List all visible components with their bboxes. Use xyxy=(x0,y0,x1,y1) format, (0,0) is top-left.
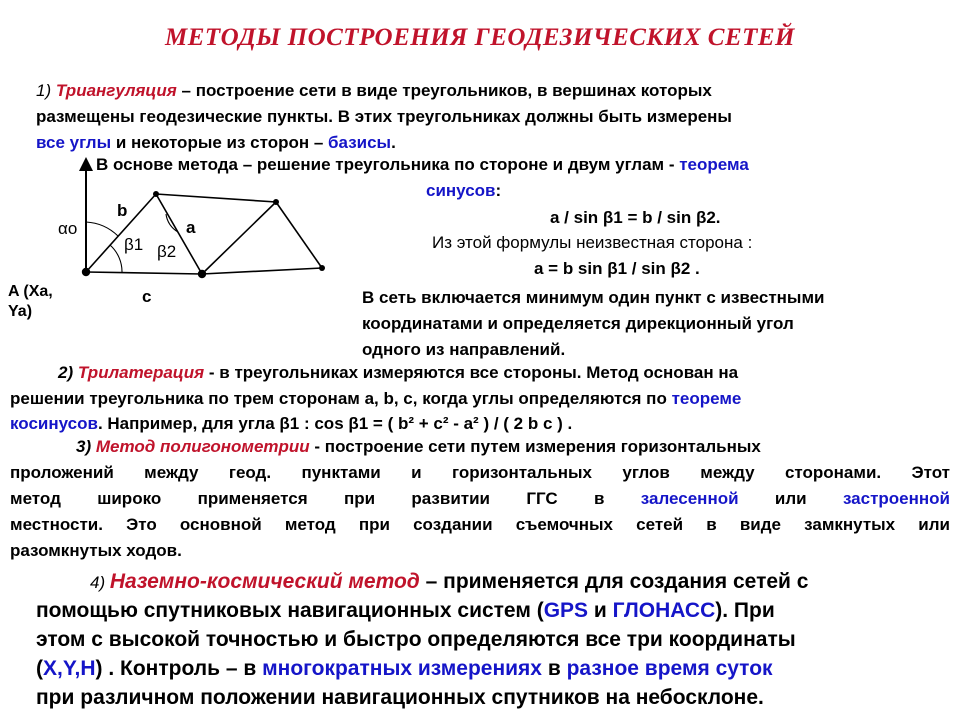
s4-text-5: при различном положении навигационных спутников на небосклоне. xyxy=(36,686,764,709)
s1-note-2: координатами и определяется дирекционный угол xyxy=(362,314,794,333)
s1-bases: базисы xyxy=(328,133,392,152)
formula-side-a: a = b sin β1 / sin β2 . xyxy=(534,259,700,278)
s4-body xyxy=(36,596,946,712)
s2-name: Трилатерация xyxy=(77,363,205,382)
s4-number: 4) xyxy=(90,573,110,592)
s4-and: и xyxy=(588,599,613,622)
s1-text-3: и некоторые из сторон – xyxy=(111,133,329,152)
s2-text-1: - в треугольниках измеряются все стороны. Метод основан на xyxy=(204,363,739,382)
diagram-alpha: αo xyxy=(58,219,78,238)
page-title: МЕТОДЫ ПОСТРОЕНИЯ ГЕОДЕЗИЧЕСКИХ СЕТЕЙ xyxy=(164,24,796,51)
s4-text-4a: ( xyxy=(36,657,43,680)
s1-all-angles: все углы xyxy=(36,133,112,152)
s1-note-1: В сеть включается минимум один пункт с известными xyxy=(362,288,825,307)
s1-name: Триангуляция xyxy=(55,81,177,100)
s3-body xyxy=(10,460,950,564)
line-top xyxy=(156,194,276,202)
s3-line-3 xyxy=(10,486,950,512)
s4-text-2: помощью спутниковых навигационных систем ( xyxy=(36,599,544,622)
s3-or: или xyxy=(738,489,843,508)
s4-line-2 xyxy=(36,596,946,625)
diagram-beta1: β1 xyxy=(124,235,144,254)
s4-text-1: – применяется для создания сетей с xyxy=(419,570,809,593)
s1-text-4: . xyxy=(391,133,396,152)
s4-different-time: разное время суток xyxy=(566,657,773,680)
formula-cosines: . Например, для угла β1 : cos β1 = ( b² + c² - a² ) / ( 2 b c ) . xyxy=(97,414,573,433)
s1-sines-line xyxy=(426,178,501,204)
s1-theorem: теорема xyxy=(679,155,749,174)
s1-line-1 xyxy=(36,78,926,104)
s2-number: 2) xyxy=(58,363,78,382)
s1-number: 1) xyxy=(36,81,56,100)
diagram-label-c: c xyxy=(142,287,152,306)
s1-unknown-side: Из этой формулы неизвестная сторона : xyxy=(432,233,753,252)
point-a xyxy=(82,268,90,276)
s3-built-up: застроенной xyxy=(842,489,950,508)
s1-note xyxy=(362,285,824,363)
section-triangulation xyxy=(36,78,926,156)
line-diagonal xyxy=(202,202,276,274)
s3-text-5: разомкнутых ходов. xyxy=(10,541,182,560)
arc-alpha xyxy=(86,222,118,236)
s2-line-2 xyxy=(10,386,741,412)
point-a-line-1: A (Xa, xyxy=(8,283,53,300)
s3-forested: залесенной xyxy=(640,489,739,508)
line-side-c xyxy=(86,272,202,274)
line-bottom xyxy=(202,268,322,274)
s3-text-1: - построение сети путем измерения горизонтальных xyxy=(309,437,761,456)
s4-line-4 xyxy=(36,654,946,683)
s3-number: 3) xyxy=(76,437,96,456)
diagram-label-b: b xyxy=(117,201,128,220)
s1-text-2: размещены геодезические пункты. В этих треугольниках должны быть измерены xyxy=(36,107,732,126)
s3-text-3: метод широко применяется при развитии ГГС в xyxy=(10,489,641,508)
s3-text-2: проложений между геод. пунктами и горизонтальных углов между сторонами. Этот xyxy=(10,463,950,482)
s1-basis-text: В основе метода – решение треугольника по стороне и двум углам - xyxy=(96,155,680,174)
s4-gps: GPS xyxy=(543,599,589,622)
s3-line-1 xyxy=(76,434,761,460)
s2-line-1 xyxy=(58,360,738,386)
point-top-right xyxy=(273,199,279,205)
line-right xyxy=(276,202,322,268)
formula-sines: a / sin β1 = b / sin β2. xyxy=(550,208,721,227)
s4-text-3: этом с высокой точностью и быстро определяются все три координаты xyxy=(36,628,796,651)
s1-text-1: – построение сети в виде треугольников, в вершинах которых xyxy=(176,81,712,100)
s3-text-4: местности. Это основной метод при создании съемочных сетей в виде замкнутых или xyxy=(10,515,950,534)
s4-text-2b: ). При xyxy=(715,599,775,622)
s4-glonass: ГЛОНАСС xyxy=(612,599,716,622)
point-a-line-2: Ya) xyxy=(8,303,33,320)
s1-colon: : xyxy=(495,181,502,200)
point-a-coordinates xyxy=(8,282,53,322)
diagram-beta2: β2 xyxy=(157,242,177,261)
s2-text-2: решении треугольника по трем сторонам a, b, c, когда углы определяются по xyxy=(10,389,672,408)
s4-text-4c: в xyxy=(541,657,567,680)
s2-cosines: косинусов xyxy=(10,414,98,433)
s3-name: Метод полигонометрии xyxy=(95,437,310,456)
s4-multiple: многократных измерениях xyxy=(262,657,542,680)
s1-note-3: одного из направлений. xyxy=(362,340,566,359)
s2-theorem: теореме xyxy=(671,389,742,408)
diagram-label-a: a xyxy=(186,218,196,237)
arc-beta1 xyxy=(110,245,122,273)
triangulation-diagram xyxy=(0,150,360,290)
s1-sines: синусов xyxy=(426,181,496,200)
s4-xyh: X,Y,H xyxy=(43,657,96,680)
point-bottom-right xyxy=(319,265,325,271)
point-top-left xyxy=(153,191,159,197)
s4-name: Наземно-космический метод xyxy=(109,570,420,593)
s4-text-4b: ) . Контроль – в xyxy=(95,657,263,680)
s4-line-1 xyxy=(90,567,808,597)
point-bottom-mid xyxy=(198,270,206,278)
